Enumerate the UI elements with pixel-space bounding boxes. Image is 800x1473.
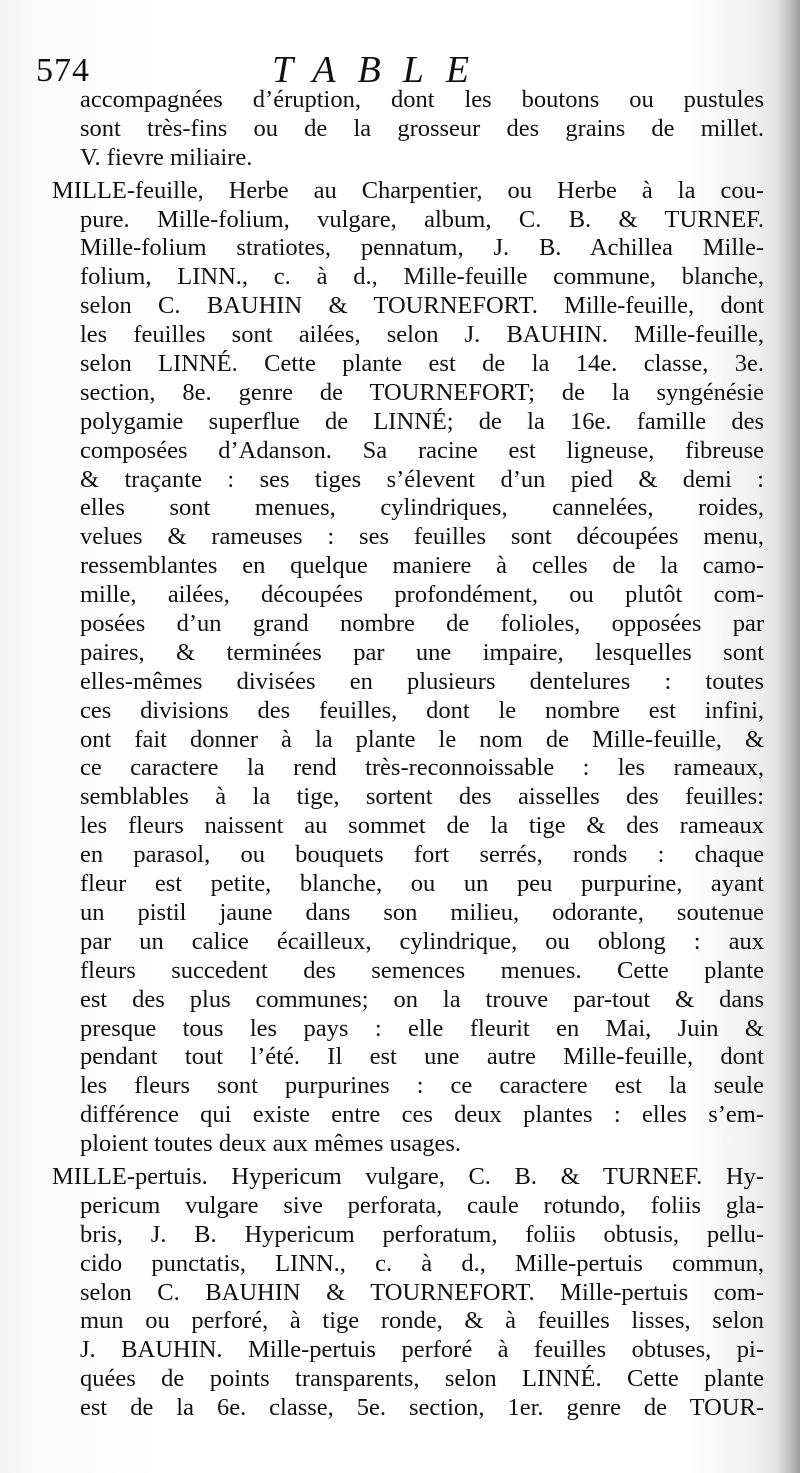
text-line: paires, & terminées par une impaire, lesquelles sont — [80, 638, 764, 666]
text-line: elles sont menues, cylindriques, cannelées, roides, — [80, 494, 764, 522]
text-line: cido punctatis, LINN., c. à d., Mille-pertuis commun, — [80, 1249, 764, 1277]
text-line: section, 8e. genre de TOURNEFORT; de la syngénésie — [80, 378, 764, 406]
text-line: par un calice écailleux, cylindrique, ou oblong : aux — [80, 927, 764, 955]
text-line: Mille-folium stratiotes, pennatum, J. B. Achillea Mille- — [80, 234, 764, 262]
text-line: est de la 6e. classe, 5e. section, 1er. genre de TOUR- — [80, 1394, 764, 1422]
body-text — [52, 86, 764, 1423]
text-line: ont fait donner à la plante le nom de Mille-feuille, & — [80, 725, 764, 753]
text-line: velues & rameuses : ses feuilles sont découpées menu, — [80, 523, 764, 551]
text-line: J. BAUHIN. Mille-pertuis perforé à feuilles obtuses, pi- — [80, 1336, 764, 1364]
text-line: les fleurs naissent au sommet de la tige & des rameaux — [80, 812, 764, 840]
text-line: mille, ailées, découpées profondément, ou plutôt com- — [80, 581, 764, 609]
text-line: MILLE-feuille, Herbe au Charpentier, ou Herbe à la cou- — [52, 176, 764, 204]
text-line: semblables à la tige, sortent des aisselles des feuilles: — [80, 783, 764, 811]
text-line: elles-mêmes divisées en plusieurs dentelures : toutes — [80, 667, 764, 695]
text-line: les fleurs sont purpurines : ce caractere est la seule — [80, 1072, 764, 1100]
text-line: selon C. BAUHIN & TOURNEFORT. Mille-feuille, dont — [80, 292, 764, 320]
text-line: est des plus communes; on la trouve par-tout & dans — [80, 985, 764, 1013]
text-line: selon C. BAUHIN & TOURNEFORT. Mille-pertuis com- — [80, 1278, 764, 1306]
text-line: quées de points transparents, selon LINNÉ. Cette plante — [80, 1365, 764, 1393]
text-line: & traçante : ses tiges s’élevent d’un pied & demi : — [80, 465, 764, 493]
text-line: composées d’Adanson. Sa racine est ligneuse, fibreuse — [80, 436, 764, 464]
text-line: folium, LINN., c. à d., Mille-feuille commune, blanche, — [80, 263, 764, 291]
text-line: fleurs succedent des semences menues. Cette plante — [80, 956, 764, 984]
text-line: pendant tout l’été. Il est une autre Mille-feuille, dont — [80, 1043, 764, 1071]
text-line: pure. Mille-folium, vulgare, album, C. B. & TURNEF. — [80, 205, 764, 233]
text-line: presque tous les pays : elle fleurit en Mai, Juin & — [80, 1014, 764, 1042]
text-line: ce caractere la rend très-reconnoissable : les rameaux, — [80, 754, 764, 782]
text-line: fleur est petite, blanche, ou un peu purpurine, ayant — [80, 870, 764, 898]
text-line: mun ou perforé, à tige ronde, & à feuilles lisses, selon — [80, 1307, 764, 1335]
text-line: V. fievre miliaire. — [80, 143, 253, 171]
text-line: bris, J. B. Hypericum perforatum, foliis obtusis, pellu- — [80, 1220, 764, 1248]
text-line: sont très-fins ou de la grosseur des grains de millet. — [80, 114, 764, 142]
text-line: accompagnées d’éruption, dont les boutons ou pustules — [80, 86, 764, 113]
text-line: en parasol, ou bouquets fort serrés, ronds : chaque — [80, 841, 764, 869]
text-line: polygamie superflue de LINNÉ; de la 16e. famille des — [80, 407, 764, 435]
text-line: pericum vulgare sive perforata, caule rotundo, foliis gla- — [80, 1191, 764, 1219]
text-line: ces divisions des feuilles, dont le nombre est infini, — [80, 696, 764, 724]
text-line: ressemblantes en quelque maniere à celles de la camo- — [80, 552, 764, 580]
text-line: différence qui existe entre ces deux plantes : elles s’em- — [80, 1101, 764, 1129]
page-number: 574 — [36, 52, 90, 89]
text-line: ploient toutes deux aux mêmes usages. — [80, 1130, 462, 1158]
text-line: les feuilles sont ailées, selon J. BAUHIN. Mille-feuille, — [80, 321, 764, 349]
book-spine-shadow — [778, 0, 800, 1473]
text-line: posées d’un grand nombre de folioles, opposées par — [80, 610, 764, 638]
running-title: TABLE — [272, 49, 492, 91]
text-line: selon LINNÉ. Cette plante est de la 14e. classe, 3e. — [80, 350, 764, 378]
text-line: MILLE-pertuis. Hypericum vulgare, C. B. & TURNEF. Hy- — [52, 1162, 764, 1190]
text-line: un pistil jaune dans son milieu, odorante, soutenue — [80, 898, 764, 926]
